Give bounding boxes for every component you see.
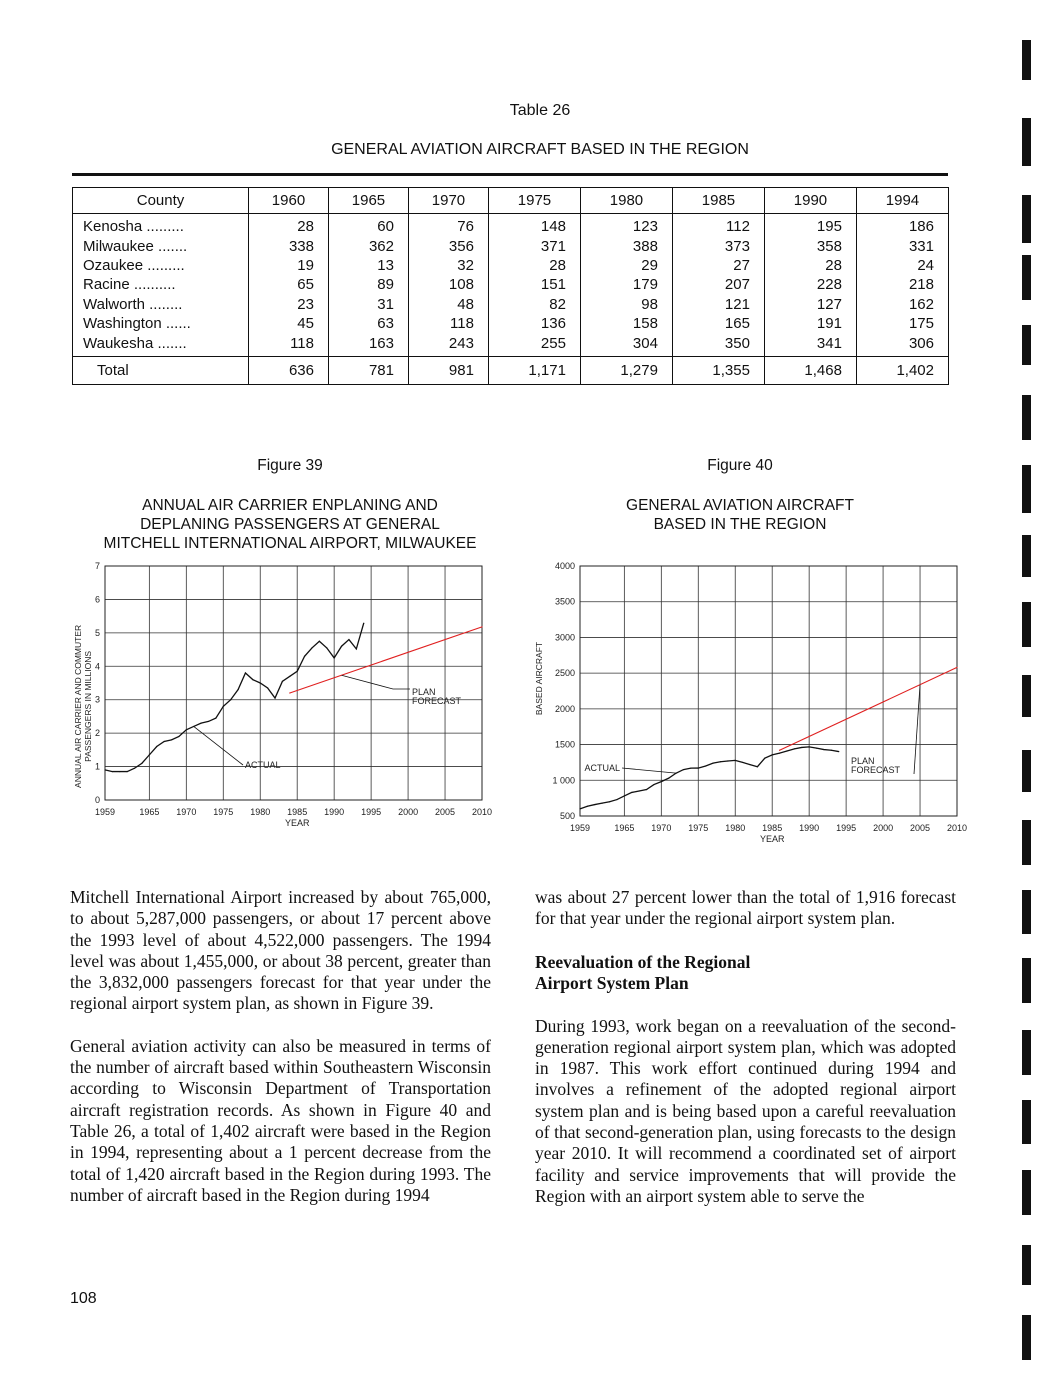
- county-name: Waukesha .......: [73, 333, 249, 356]
- data-point: [757, 766, 758, 767]
- margin-mark: [1022, 395, 1031, 440]
- total-cell: 1,355: [672, 356, 764, 384]
- header-cell: 1985: [672, 188, 764, 214]
- data-point: [801, 747, 802, 748]
- data-point: [297, 671, 298, 672]
- x-tick-label: 1985: [762, 823, 783, 833]
- county-name: Walworth ........: [73, 295, 249, 314]
- figure39-caption: Figure 39: [257, 457, 323, 474]
- figure40-title-line: GENERAL AVIATION AIRCRAFT: [626, 497, 854, 514]
- table-cell: 48: [408, 295, 488, 314]
- total-cell: 1,402: [856, 356, 948, 384]
- x-tick-label: 1975: [213, 807, 234, 817]
- margin-mark: [1022, 958, 1031, 1003]
- text-column-left: [70, 887, 491, 1206]
- y-tick-label: 1 000: [552, 775, 575, 786]
- data-point: [149, 754, 150, 755]
- figure40-title: [590, 496, 890, 534]
- aircraft-table: [72, 187, 949, 385]
- section-heading-line: Airport System Plan: [535, 972, 689, 993]
- table-row: [73, 295, 949, 314]
- figure39-chart: [60, 555, 510, 855]
- data-point: [223, 706, 224, 707]
- table-cell: 28: [249, 214, 329, 237]
- table-cell: 371: [488, 236, 580, 255]
- y-tick-label: 2: [94, 728, 100, 739]
- margin-mark: [1022, 1030, 1031, 1075]
- table-row: [73, 214, 949, 237]
- x-tick-label: 1959: [569, 823, 591, 833]
- data-point: [735, 760, 736, 761]
- figure39-title-line: MITCHELL INTERNATIONAL AIRPORT, MILWAUKEE: [103, 535, 477, 552]
- margin-mark: [1022, 890, 1031, 934]
- data-point: [668, 778, 669, 779]
- table-cell: 121: [672, 295, 764, 314]
- data-point: [683, 769, 684, 770]
- data-point: [779, 750, 780, 751]
- y-axis-label: PASSENGERS IN MILLIONS: [83, 650, 93, 762]
- data-point: [764, 758, 765, 759]
- table-cell: 151: [488, 275, 580, 294]
- table-cell: 158: [580, 314, 672, 333]
- data-point: [816, 748, 817, 749]
- x-tick-label: 1970: [651, 823, 672, 833]
- y-axis-label: ANNUAL AIR CARRIER AND COMMUTER: [73, 624, 83, 788]
- section-heading: [535, 952, 956, 994]
- table-cell: 127: [764, 295, 856, 314]
- margin-mark: [1022, 325, 1031, 365]
- data-point: [178, 736, 179, 737]
- margin-mark: [1022, 1315, 1031, 1360]
- total-cell: 1,468: [764, 356, 856, 384]
- header-cell: 1980: [580, 188, 672, 214]
- data-point: [786, 750, 787, 751]
- x-tick-label: 1995: [836, 823, 857, 833]
- data-point: [956, 667, 957, 668]
- table-cell: 63: [328, 314, 408, 333]
- table-cell: 112: [672, 214, 764, 237]
- paragraph: Mitchell International Airport increased by about 765,000, to about 5,287,000 passengers, or about 17 percent above the 1993 level of about 4,522,000 passengers. The 1994 level was about 1,455,000, or about 38 percent, greater than the 3,832,000 passengers forecast for that year under the regional airport system plan, as shown in Figure 39.: [70, 887, 491, 1014]
- x-tick-label: 1980: [725, 823, 746, 833]
- y-tick-label: 1: [94, 761, 100, 772]
- data-point: [112, 771, 113, 772]
- header-cell: 1994: [856, 188, 948, 214]
- margin-mark: [1022, 40, 1031, 80]
- data-point: [289, 676, 290, 677]
- plot-frame: [105, 566, 482, 800]
- x-tick-label: 1990: [324, 807, 345, 817]
- x-tick-label: 2010: [946, 823, 968, 833]
- margin-mark: [1022, 675, 1031, 717]
- table-cell: 32: [408, 256, 488, 275]
- paragraph: General aviation activity can also be measured in terms of the number of aircraft based within Southeastern Wisconsin according to Wisconsin Department of Transportation aircraft registration records. As shown in Figure 40 and Table 26, a total of 1,402 aircraft were based in the Region in 1994, representing about a 1 percent decrease from the total of 1,420 aircraft based in the Region during 1993. The number of aircraft based in the Region during 1994: [70, 1035, 491, 1205]
- table-cell: 306: [856, 333, 948, 356]
- paragraph: was about 27 percent lower than the total of 1,916 forecast for that year under the regional airport system plan.: [535, 887, 956, 929]
- figure40-title-line: BASED IN THE REGION: [653, 516, 827, 533]
- margin-mark: [1022, 535, 1031, 577]
- series-line-actual: [580, 747, 839, 809]
- data-point: [587, 806, 588, 807]
- data-point: [838, 751, 839, 752]
- county-name: Ozaukee .........: [73, 256, 249, 275]
- county-name: Milwaukee .......: [73, 236, 249, 255]
- data-point: [624, 795, 625, 796]
- data-point: [363, 623, 364, 624]
- data-point: [134, 768, 135, 769]
- table-cell: 76: [408, 214, 488, 237]
- table-total-row: [73, 356, 949, 384]
- header-cell: 1970: [408, 188, 488, 214]
- table-top-rule: [72, 173, 948, 176]
- table-cell: 228: [764, 275, 856, 294]
- table-cell: 207: [672, 275, 764, 294]
- table-cell: 341: [764, 333, 856, 356]
- table-title: GENERAL AVIATION AIRCRAFT BASED IN THE REGION: [331, 141, 749, 158]
- table-caption: Table 26: [509, 102, 571, 119]
- table-cell: 24: [856, 256, 948, 275]
- y-tick-label: 5: [94, 627, 100, 638]
- x-tick-label: 1995: [361, 807, 382, 817]
- table-cell: 65: [249, 275, 329, 294]
- margin-mark: [1022, 1100, 1031, 1144]
- table-cell: 163: [328, 333, 408, 356]
- header-cell: 1960: [249, 188, 329, 214]
- data-point: [245, 672, 246, 673]
- data-point: [481, 626, 482, 627]
- x-tick-label: 1965: [614, 823, 635, 833]
- x-tick-label: 2005: [435, 807, 456, 817]
- data-point: [661, 781, 662, 782]
- data-point: [749, 764, 750, 765]
- y-tick-label: 0: [94, 795, 100, 805]
- data-point: [127, 771, 128, 772]
- data-point: [823, 749, 824, 750]
- table-cell: 60: [328, 214, 408, 237]
- data-point: [579, 808, 580, 809]
- data-point: [602, 803, 603, 804]
- total-cell: 1,171: [488, 356, 580, 384]
- annotation-leader: [194, 726, 243, 765]
- county-name: Washington ......: [73, 314, 249, 333]
- data-point: [653, 784, 654, 785]
- table-cell: 13: [328, 256, 408, 275]
- table-cell: 108: [408, 275, 488, 294]
- table-cell: 243: [408, 333, 488, 356]
- annotation-leader: [622, 768, 676, 773]
- table-cell: 27: [672, 256, 764, 275]
- x-tick-label: 2000: [398, 807, 419, 817]
- data-point: [289, 692, 290, 693]
- table-row: [73, 275, 949, 294]
- data-point: [260, 682, 261, 683]
- x-tick-label: 1975: [688, 823, 709, 833]
- x-tick-label: 1970: [176, 807, 197, 817]
- table-row: [73, 333, 949, 356]
- series-line-actual: [105, 623, 364, 771]
- data-point: [705, 765, 706, 766]
- y-tick-label: 500: [559, 811, 575, 821]
- y-tick-label: 7: [94, 561, 100, 571]
- table-cell: 89: [328, 275, 408, 294]
- header-cell: 1975: [488, 188, 580, 214]
- x-axis-label: YEAR: [284, 818, 310, 828]
- table-cell: 350: [672, 333, 764, 356]
- data-point: [186, 729, 187, 730]
- data-point: [631, 792, 632, 793]
- margin-mark: [1022, 118, 1031, 166]
- y-axis-label: BASED AIRCRAFT: [534, 641, 544, 716]
- table-cell: 28: [488, 256, 580, 275]
- data-point: [616, 799, 617, 800]
- annotation-forecast-line: FORECAST: [412, 696, 462, 706]
- county-name: Racine ..........: [73, 275, 249, 294]
- margin-mark: [1022, 1170, 1031, 1215]
- table-cell: 148: [488, 214, 580, 237]
- table-cell: 175: [856, 314, 948, 333]
- data-point: [779, 753, 780, 754]
- y-tick-label: 4: [94, 661, 100, 672]
- y-tick-label: 3500: [554, 596, 575, 607]
- data-point: [208, 721, 209, 722]
- header-cell: 1965: [328, 188, 408, 214]
- figure39-title-line: DEPLANING PASSENGERS AT GENERAL: [140, 516, 440, 533]
- data-point: [164, 741, 165, 742]
- text-column-right: [535, 887, 956, 1207]
- y-tick-label: 3000: [554, 632, 575, 643]
- annotation-actual: ACTUAL: [584, 763, 620, 773]
- table-cell: 29: [580, 256, 672, 275]
- annotation-forecast-line: PLAN: [412, 687, 436, 697]
- header-cell: County: [73, 188, 249, 214]
- table-cell: 362: [328, 236, 408, 255]
- table-cell: 186: [856, 214, 948, 237]
- x-axis-label: YEAR: [759, 834, 785, 844]
- series-line-plan-forecast: [290, 627, 482, 693]
- table-cell: 98: [580, 295, 672, 314]
- data-point: [609, 801, 610, 802]
- data-point: [282, 681, 283, 682]
- data-point: [594, 804, 595, 805]
- table-cell: 191: [764, 314, 856, 333]
- data-point: [311, 647, 312, 648]
- annotation-forecast-line: PLAN: [851, 756, 875, 766]
- table-cell: 179: [580, 275, 672, 294]
- table-cell: 45: [249, 314, 329, 333]
- data-point: [646, 789, 647, 790]
- figure40-caption: Figure 40: [707, 457, 773, 474]
- table-header-row: [73, 188, 949, 214]
- data-point: [141, 763, 142, 764]
- x-tick-label: 2005: [910, 823, 931, 833]
- total-label: Total: [73, 356, 249, 384]
- y-tick-label: 2500: [554, 668, 575, 679]
- table-row: [73, 236, 949, 255]
- data-point: [639, 790, 640, 791]
- data-point: [230, 699, 231, 700]
- data-point: [334, 657, 335, 658]
- y-tick-label: 6: [94, 594, 100, 605]
- table-cell: 358: [764, 236, 856, 255]
- x-tick-label: 1980: [250, 807, 271, 817]
- data-point: [742, 762, 743, 763]
- data-point: [274, 697, 275, 698]
- data-point: [712, 763, 713, 764]
- data-point: [171, 739, 172, 740]
- data-point: [794, 748, 795, 749]
- table-cell: 218: [856, 275, 948, 294]
- figure39-title-line: ANNUAL AIR CARRIER ENPLANING AND: [142, 497, 438, 514]
- table-cell: 162: [856, 295, 948, 314]
- figure39-title: [40, 496, 540, 553]
- data-point: [772, 754, 773, 755]
- margin-mark: [1022, 195, 1031, 243]
- table-row: [73, 256, 949, 275]
- x-tick-label: 1965: [139, 807, 160, 817]
- total-cell: 1,279: [580, 356, 672, 384]
- x-tick-label: 1985: [287, 807, 308, 817]
- x-tick-label: 2000: [873, 823, 894, 833]
- plot-frame: [580, 566, 957, 816]
- data-point: [267, 687, 268, 688]
- table-cell: 82: [488, 295, 580, 314]
- table-cell: 356: [408, 236, 488, 255]
- annotation-leader: [914, 685, 920, 774]
- margin-mark: [1022, 602, 1031, 647]
- total-cell: 981: [408, 356, 488, 384]
- y-tick-label: 2000: [554, 703, 575, 714]
- table-cell: 165: [672, 314, 764, 333]
- data-point: [348, 639, 349, 640]
- annotation-actual: ACTUAL: [245, 760, 281, 770]
- x-tick-label: 1959: [94, 807, 116, 817]
- table-cell: 23: [249, 295, 329, 314]
- data-point: [690, 768, 691, 769]
- table-cell: 304: [580, 333, 672, 356]
- data-point: [326, 647, 327, 648]
- data-point: [698, 767, 699, 768]
- data-point: [831, 750, 832, 751]
- data-point: [237, 689, 238, 690]
- data-point: [727, 760, 728, 761]
- annotation-forecast-line: FORECAST: [851, 765, 901, 775]
- y-tick-label: 3: [94, 694, 100, 705]
- table-cell: 195: [764, 214, 856, 237]
- header-cell: 1990: [764, 188, 856, 214]
- data-point: [156, 746, 157, 747]
- data-point: [356, 648, 357, 649]
- section-heading-line: Reevaluation of the Regional: [535, 951, 751, 972]
- table-cell: 118: [249, 333, 329, 356]
- table-cell: 331: [856, 236, 948, 255]
- data-point: [215, 718, 216, 719]
- margin-mark: [1022, 750, 1031, 792]
- table-cell: 136: [488, 314, 580, 333]
- table-cell: 28: [764, 256, 856, 275]
- data-point: [104, 769, 105, 770]
- table-cell: 338: [249, 236, 329, 255]
- data-point: [200, 723, 201, 724]
- table-row: [73, 314, 949, 333]
- table-cell: 388: [580, 236, 672, 255]
- table-cell: 255: [488, 333, 580, 356]
- y-tick-label: 4000: [554, 561, 575, 571]
- margin-mark: [1022, 465, 1031, 513]
- x-tick-label: 2010: [471, 807, 493, 817]
- total-cell: 781: [328, 356, 408, 384]
- x-tick-label: 1990: [799, 823, 820, 833]
- margin-mark: [1022, 1245, 1031, 1285]
- scan-margin-marks: [1020, 30, 1050, 1370]
- total-cell: 636: [249, 356, 329, 384]
- paragraph: During 1993, work began on a reevaluation of the second-generation regional airport system plan, which was adopted in 1987. This work effort continued during 1994 and involves a refinement of the adopted regional airport system plan and is being based upon a careful reevaluation of that second-generation plan, using forecasts to the design year 2010. It will recommend a coordinated set of airport facility and service improvements that will provide the Region with an airport system able to serve the: [535, 1015, 956, 1206]
- y-tick-label: 1500: [554, 739, 575, 750]
- page-number: 108: [70, 1290, 97, 1307]
- figure40-chart: [525, 555, 975, 855]
- margin-mark: [1022, 820, 1031, 865]
- data-point: [319, 641, 320, 642]
- table-cell: 123: [580, 214, 672, 237]
- county-name: Kenosha .........: [73, 214, 249, 237]
- data-point: [304, 656, 305, 657]
- margin-mark: [1022, 255, 1031, 300]
- annotation-leader: [342, 675, 410, 689]
- table-cell: 118: [408, 314, 488, 333]
- data-point: [252, 679, 253, 680]
- table-cell: 31: [328, 295, 408, 314]
- data-point: [119, 771, 120, 772]
- table-cell: 373: [672, 236, 764, 255]
- data-point: [809, 746, 810, 747]
- data-point: [341, 646, 342, 647]
- table-cell: 19: [249, 256, 329, 275]
- data-point: [720, 761, 721, 762]
